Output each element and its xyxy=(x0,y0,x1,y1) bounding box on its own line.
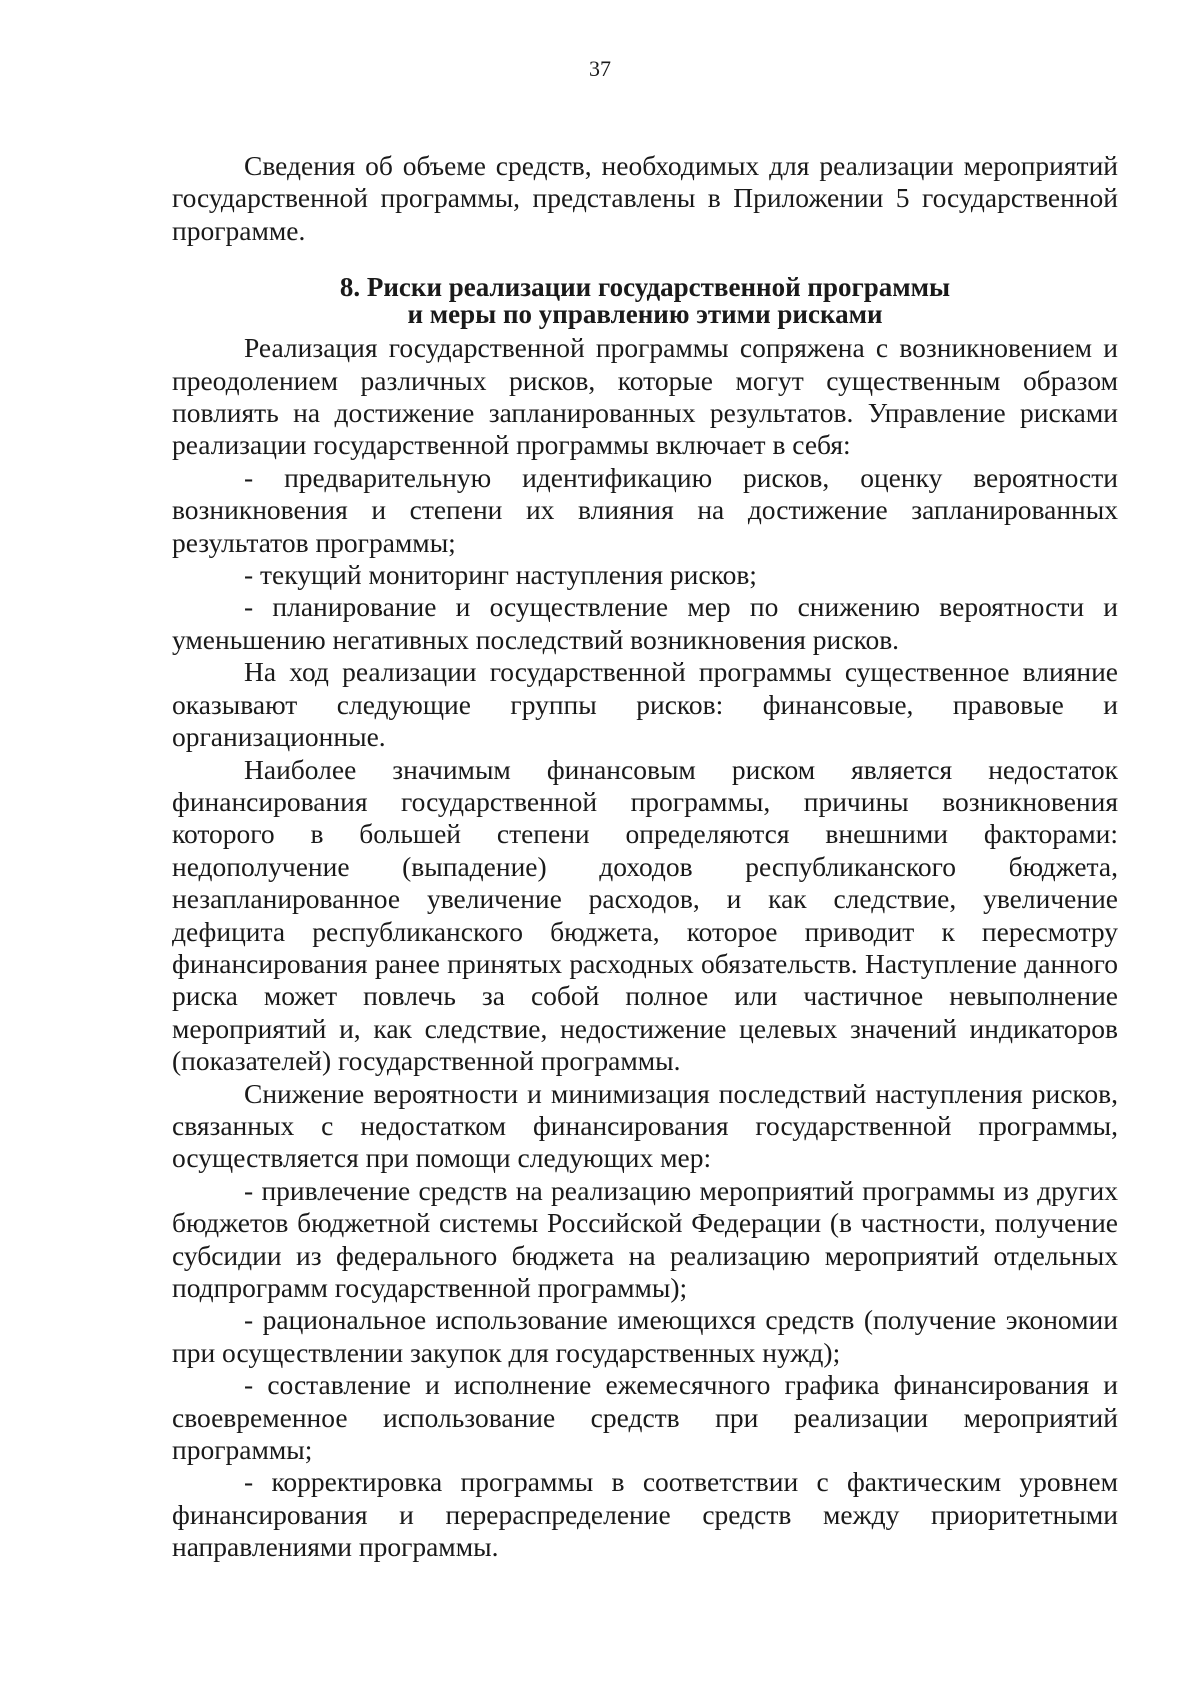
list-item-risk-mitigation: - планирование и осуществление мер по снижению вероятности и уменьшению негативных последствий возникновения рисков. xyxy=(172,591,1118,655)
section-title-line-1: 8. Риски реализации государственной программы xyxy=(339,272,951,303)
paragraph-risk-groups: На ход реализации государственной программы существенное влияние оказывают следующие группы рисков: финансовые, правовые и организационные. xyxy=(172,656,1118,753)
intro-paragraph: Сведения об объеме средств, необходимых для реализации мероприятий государственной программы, представлены в Приложении 5 государственной программе. xyxy=(172,150,1118,246)
list-item-risk-monitoring: - текущий мониторинг наступления рисков; xyxy=(244,559,757,591)
list-item-risk-identification: - предварительную идентификацию рисков, оценку вероятности возникновения и степени их влияния на достижение запланированных результатов программы; xyxy=(172,461,1118,558)
list-item-program-adjustment: - корректировка программы в соответствии с фактическим уровнем финансирования и перераспределение средств между приоритетными направлениями программы. xyxy=(172,1466,1118,1563)
paragraph-financial-risk: Наиболее значимым финансовым риском является недостаток финансирования государственной программы, причины возникновения которого в большей степени определяются внешними факторами: недополучение (выпадение) доходов республиканского бюджета, незапланированное увеличение расходов, и как следствие, увеличение дефицита республиканского бюджета, которое приводит к пересмотру финансирования ранее принятых расходных обязательств. Наступление данного риска может повлечь за собой полное или частичное невыполнение мероприятий и, как следствие, недостижение целевых значений индикаторов (показателей) государственной программы. xyxy=(172,753,1118,1077)
list-item-attracting-funds: - привлечение средств на реализацию мероприятий программы из других бюджетов бюджетной системы Российской Федерации (в частности, получение субсидии из федерального бюджета на реализацию мероприятий отдельных подпрограмм государственной программы); xyxy=(172,1174,1118,1303)
paragraph-risk-reduction: Снижение вероятности и минимизация последствий наступления рисков, связанных с недостатком финансирования государственной программы, осуществляется при помощи следующих мер: xyxy=(172,1077,1118,1174)
list-item-monthly-schedule: - составление и исполнение ежемесячного графика финансирования и своевременное использование средств при реализации мероприятий программы; xyxy=(172,1369,1118,1466)
document-body xyxy=(172,150,1118,1564)
page-number: 37 xyxy=(589,56,611,81)
section-title-line-2: и меры по управлению этими рисками xyxy=(407,299,883,330)
list-item-rational-use: - рациональное использование имеющихся средств (получение экономии при осуществлении закупок для государственных нужд); xyxy=(172,1304,1118,1368)
paragraph-risks-overview: Реализация государственной программы сопряжена с возникновением и преодолением различных рисков, которые могут существенным образом повлиять на достижение запланированных результатов. Управление рисками реализации государственной программы включает в себя: xyxy=(172,332,1118,461)
section-title xyxy=(172,274,1118,328)
